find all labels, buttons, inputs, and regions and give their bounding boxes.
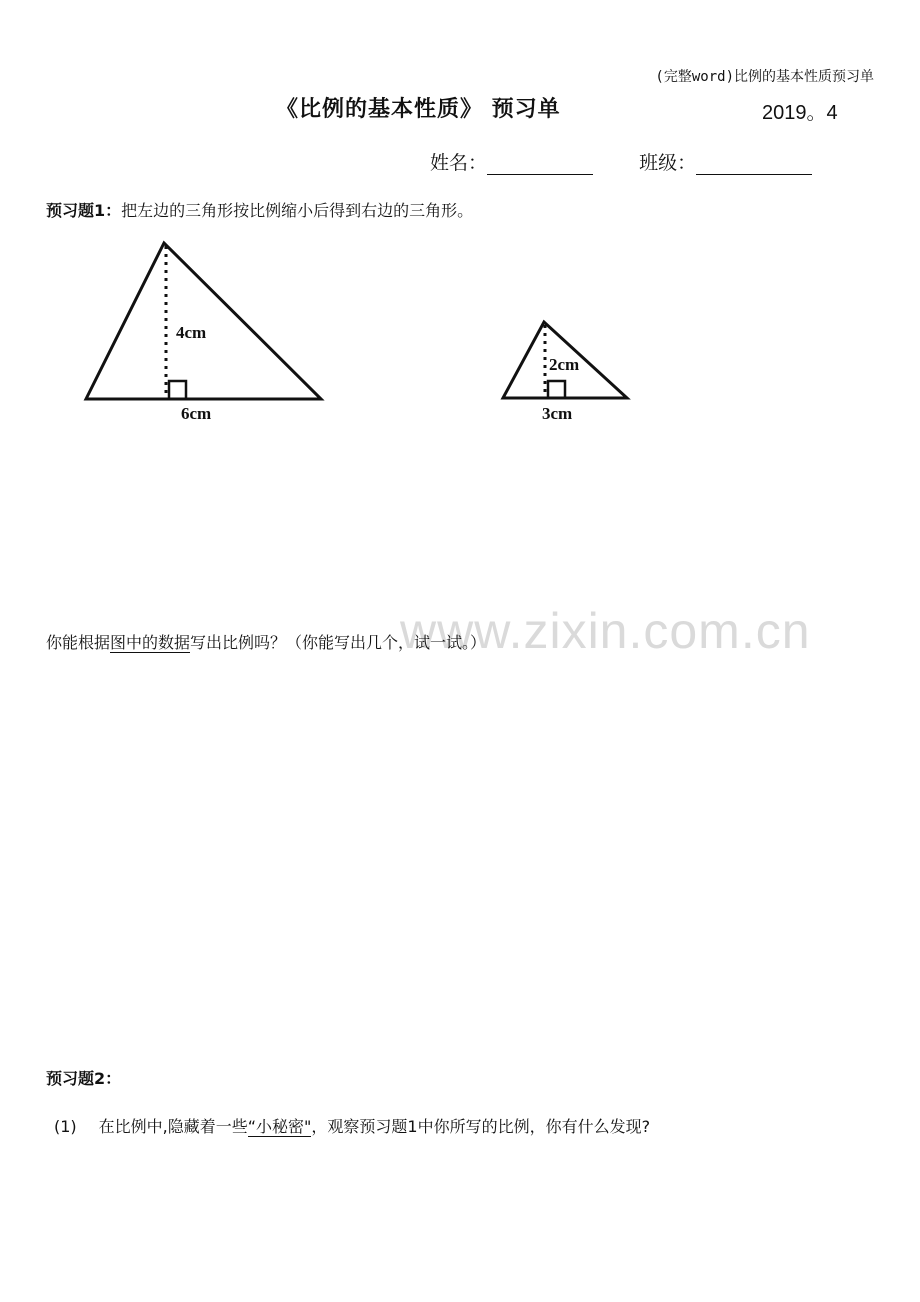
item-prefix: 在比例中,隐藏着一些 bbox=[98, 1117, 248, 1136]
question-2-item-1 bbox=[54, 1114, 650, 1137]
small-base-label: 3cm bbox=[542, 404, 573, 423]
question-1-text: 把左边的三角形按比例缩小后得到右边的三角形。 bbox=[121, 201, 474, 220]
triangle-figures bbox=[0, 0, 920, 460]
question-1-label: 预习题1： bbox=[46, 201, 122, 220]
large-right-angle-mark bbox=[169, 381, 186, 399]
page-title: 《比例的基本性质》 预习单 bbox=[276, 97, 561, 122]
small-height-label: 2cm bbox=[549, 355, 580, 374]
prompt-underlined: 图中的数据 bbox=[110, 633, 191, 652]
prompt-prefix: 你能根据 bbox=[46, 633, 111, 652]
date: 2019。4 bbox=[762, 102, 838, 124]
item-number: (1) bbox=[54, 1117, 77, 1136]
large-base-label: 6cm bbox=[181, 404, 212, 423]
small-triangle bbox=[503, 322, 627, 423]
small-right-angle-mark bbox=[548, 381, 565, 398]
item-underlined: “小秘密" bbox=[247, 1117, 312, 1136]
large-triangle bbox=[86, 243, 321, 423]
header-note: (完整word)比例的基本性质预习单 bbox=[655, 69, 874, 85]
class-label: 班级： bbox=[639, 152, 697, 174]
item-suffix: ，观察预习题1中你所写的比例，你有什么发现? bbox=[311, 1117, 651, 1136]
watermark: www.zixin.com.cn bbox=[400, 603, 811, 659]
question-2-label: 预习题2： bbox=[46, 1069, 122, 1088]
large-height-label: 4cm bbox=[176, 323, 207, 342]
name-label: 姓名： bbox=[430, 152, 488, 174]
question-1-prompt bbox=[46, 630, 486, 653]
prompt-suffix: 写出比例吗？（你能写出几个，试一试。） bbox=[190, 633, 487, 652]
